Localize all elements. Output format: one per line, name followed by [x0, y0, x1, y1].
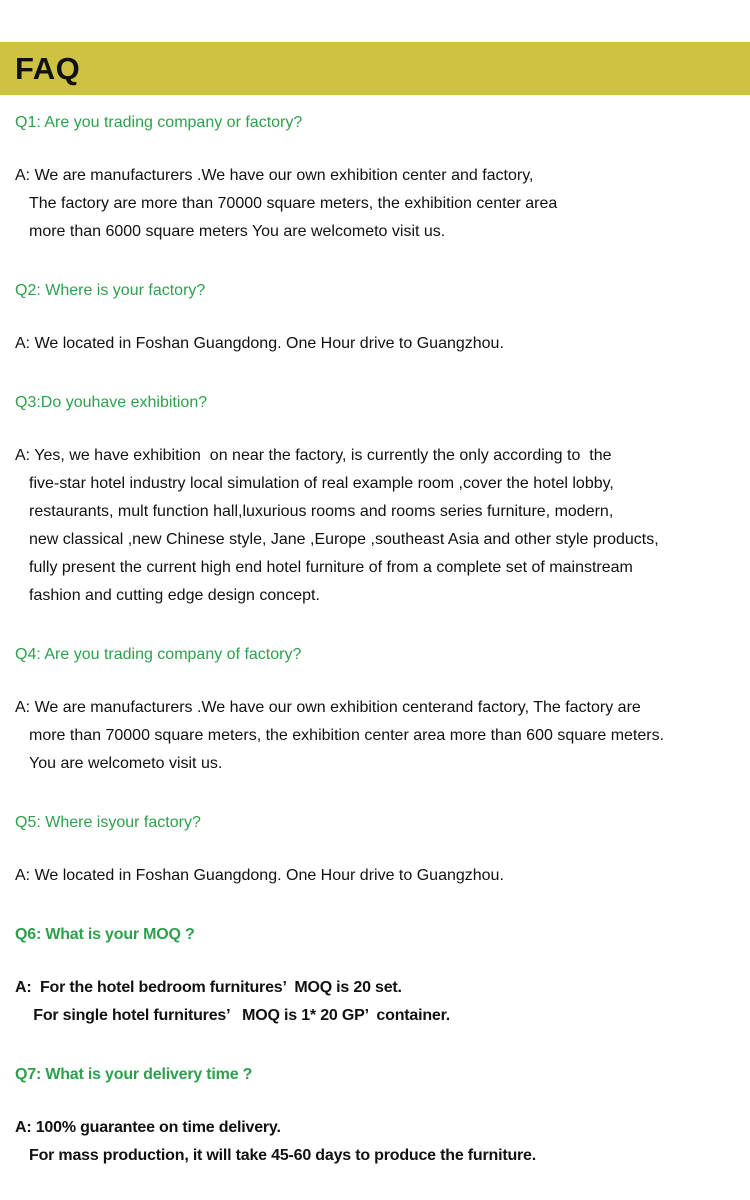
faq-item: [15, 392, 735, 610]
faq-answer-line: You are welcometo visit us.: [29, 755, 223, 772]
faq-answer-line: The factory are more than 70000 square meters, the exhibition center area: [29, 195, 558, 212]
faq-answer-line: fully present the current high end hotel furniture of from a complete set of mainstream: [29, 559, 633, 576]
faq-question: Q5: Where isyour factory?: [15, 814, 201, 831]
faq-answer-line: A: Yes, we have exhibition on near the factory, is currently the only according to the: [15, 447, 612, 464]
faq-answer-line: more than 6000 square meters You are welcometo visit us.: [29, 223, 446, 240]
top-whitespace: [0, 0, 750, 42]
faq-item: [15, 924, 735, 1030]
faq-section-list: [0, 112, 750, 1170]
faq-answer: [15, 1114, 735, 1170]
faq-answer-line: new classical ,new Chinese style, Jane ,Europe ,southeast Asia and other style products,: [29, 531, 659, 548]
faq-answer: [15, 330, 735, 358]
faq-question: Q6: What is your MOQ ?: [15, 926, 195, 943]
faq-item: [15, 812, 735, 890]
faq-question: Q1: Are you trading company or factory?: [15, 114, 303, 131]
faq-answer-line: A: We located in Foshan Guangdong. One Hour drive to Guangzhou.: [15, 335, 504, 352]
faq-answer-line: For single hotel furnitures’ MOQ is 1* 20 GP’ container.: [29, 1007, 450, 1024]
page-title: FAQ: [15, 51, 81, 86]
faq-item: [15, 112, 735, 246]
faq-answer-line: A: We are manufacturers .We have our own exhibition center and factory,: [15, 167, 534, 184]
faq-answer-line: For mass production, it will take 45-60 days to produce the furniture.: [29, 1147, 536, 1164]
faq-answer: [15, 694, 735, 778]
faq-answer-line: A: For the hotel bedroom furnitures’ MOQ is 20 set.: [15, 979, 402, 996]
faq-question: Q3:Do youhave exhibition?: [15, 394, 208, 411]
faq-answer-line: A: 100% guarantee on time delivery.: [15, 1119, 281, 1136]
faq-answer: [15, 162, 735, 246]
faq-question: Q4: Are you trading company of factory?: [15, 646, 302, 663]
faq-question: Q2: Where is your factory?: [15, 282, 206, 299]
faq-answer-line: A: We are manufacturers .We have our own exhibition centerand factory, The factory are: [15, 699, 641, 716]
faq-item: [15, 644, 735, 778]
faq-header-bar: [0, 42, 750, 95]
faq-answer-line: fashion and cutting edge design concept.: [29, 587, 320, 604]
faq-answer: [15, 974, 735, 1030]
faq-item: [15, 1064, 735, 1170]
faq-answer: [15, 862, 735, 890]
faq-answer-line: A: We located in Foshan Guangdong. One Hour drive to Guangzhou.: [15, 867, 504, 884]
faq-question: Q7: What is your delivery time ?: [15, 1066, 253, 1083]
faq-answer-line: more than 70000 square meters, the exhibition center area more than 600 square meters.: [29, 727, 665, 744]
faq-answer-line: restaurants, mult function hall,luxurious rooms and rooms series furniture, modern,: [29, 503, 614, 520]
faq-item: [15, 280, 735, 358]
faq-answer-line: five-star hotel industry local simulation of real example room ,cover the hotel lobby,: [29, 475, 614, 492]
faq-answer: [15, 442, 735, 610]
